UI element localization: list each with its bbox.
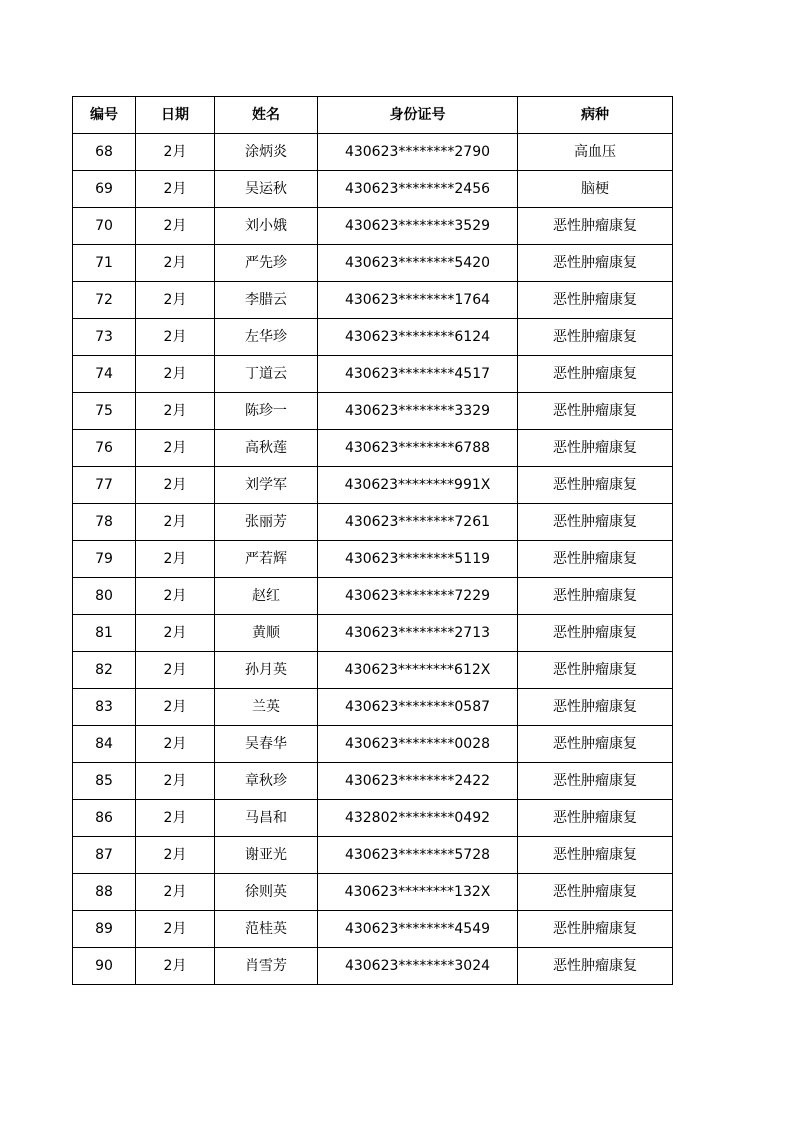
cell-name: 肖雪芳 bbox=[215, 948, 318, 985]
cell-id-number: 430623********2422 bbox=[318, 763, 518, 800]
table-row bbox=[73, 319, 673, 356]
cell-name: 孙月英 bbox=[215, 652, 318, 689]
table-row bbox=[73, 245, 673, 282]
table-row bbox=[73, 800, 673, 837]
table-row bbox=[73, 948, 673, 985]
table-row bbox=[73, 282, 673, 319]
cell-number: 69 bbox=[73, 171, 136, 208]
cell-number: 81 bbox=[73, 615, 136, 652]
cell-disease: 恶性肿瘤康复 bbox=[518, 689, 673, 726]
table-body bbox=[73, 134, 673, 985]
cell-id-number: 430623********5119 bbox=[318, 541, 518, 578]
cell-disease: 恶性肿瘤康复 bbox=[518, 578, 673, 615]
cell-name: 赵红 bbox=[215, 578, 318, 615]
header-id-number: 身份证号 bbox=[318, 97, 518, 134]
cell-disease: 恶性肿瘤康复 bbox=[518, 726, 673, 763]
cell-number: 89 bbox=[73, 911, 136, 948]
cell-name: 陈珍一 bbox=[215, 393, 318, 430]
cell-name: 黄顺 bbox=[215, 615, 318, 652]
cell-id-number: 430623********612X bbox=[318, 652, 518, 689]
cell-number: 83 bbox=[73, 689, 136, 726]
cell-date: 2月 bbox=[136, 208, 215, 245]
cell-number: 76 bbox=[73, 430, 136, 467]
cell-disease: 恶性肿瘤康复 bbox=[518, 541, 673, 578]
cell-number: 86 bbox=[73, 800, 136, 837]
table-row bbox=[73, 208, 673, 245]
cell-name: 张丽芳 bbox=[215, 504, 318, 541]
table-row bbox=[73, 171, 673, 208]
cell-disease: 恶性肿瘤康复 bbox=[518, 874, 673, 911]
cell-date: 2月 bbox=[136, 763, 215, 800]
table-row bbox=[73, 578, 673, 615]
cell-number: 82 bbox=[73, 652, 136, 689]
table-row bbox=[73, 393, 673, 430]
cell-disease: 恶性肿瘤康复 bbox=[518, 467, 673, 504]
cell-number: 77 bbox=[73, 467, 136, 504]
cell-number: 75 bbox=[73, 393, 136, 430]
cell-id-number: 430623********7229 bbox=[318, 578, 518, 615]
cell-name: 李腊云 bbox=[215, 282, 318, 319]
cell-number: 71 bbox=[73, 245, 136, 282]
cell-date: 2月 bbox=[136, 393, 215, 430]
cell-disease: 恶性肿瘤康复 bbox=[518, 652, 673, 689]
cell-date: 2月 bbox=[136, 541, 215, 578]
cell-id-number: 430623********991X bbox=[318, 467, 518, 504]
cell-disease: 恶性肿瘤康复 bbox=[518, 319, 673, 356]
cell-name: 吴春华 bbox=[215, 726, 318, 763]
cell-id-number: 430623********0028 bbox=[318, 726, 518, 763]
cell-name: 左华珍 bbox=[215, 319, 318, 356]
header-date: 日期 bbox=[136, 97, 215, 134]
table-row bbox=[73, 504, 673, 541]
cell-name: 高秋莲 bbox=[215, 430, 318, 467]
cell-id-number: 430623********5420 bbox=[318, 245, 518, 282]
cell-date: 2月 bbox=[136, 467, 215, 504]
cell-disease: 高血压 bbox=[518, 134, 673, 171]
cell-number: 68 bbox=[73, 134, 136, 171]
cell-name: 徐则英 bbox=[215, 874, 318, 911]
cell-number: 79 bbox=[73, 541, 136, 578]
cell-id-number: 430623********132X bbox=[318, 874, 518, 911]
table-row bbox=[73, 652, 673, 689]
cell-disease: 恶性肿瘤康复 bbox=[518, 911, 673, 948]
cell-date: 2月 bbox=[136, 282, 215, 319]
table-row bbox=[73, 911, 673, 948]
cell-date: 2月 bbox=[136, 245, 215, 282]
cell-name: 谢亚光 bbox=[215, 837, 318, 874]
cell-id-number: 430623********7261 bbox=[318, 504, 518, 541]
cell-name: 兰英 bbox=[215, 689, 318, 726]
table-row bbox=[73, 134, 673, 171]
cell-date: 2月 bbox=[136, 504, 215, 541]
cell-date: 2月 bbox=[136, 430, 215, 467]
cell-disease: 恶性肿瘤康复 bbox=[518, 504, 673, 541]
header-disease: 病种 bbox=[518, 97, 673, 134]
cell-date: 2月 bbox=[136, 171, 215, 208]
cell-name: 丁道云 bbox=[215, 356, 318, 393]
header-number: 编号 bbox=[73, 97, 136, 134]
table-row bbox=[73, 615, 673, 652]
cell-name: 刘小娥 bbox=[215, 208, 318, 245]
table-row bbox=[73, 356, 673, 393]
cell-name: 马昌和 bbox=[215, 800, 318, 837]
cell-name: 范桂英 bbox=[215, 911, 318, 948]
cell-disease: 恶性肿瘤康复 bbox=[518, 800, 673, 837]
cell-disease: 恶性肿瘤康复 bbox=[518, 393, 673, 430]
cell-disease: 恶性肿瘤康复 bbox=[518, 948, 673, 985]
cell-date: 2月 bbox=[136, 726, 215, 763]
cell-number: 74 bbox=[73, 356, 136, 393]
cell-disease: 恶性肿瘤康复 bbox=[518, 208, 673, 245]
cell-disease: 恶性肿瘤康复 bbox=[518, 615, 673, 652]
cell-id-number: 430623********2456 bbox=[318, 171, 518, 208]
cell-date: 2月 bbox=[136, 874, 215, 911]
cell-disease: 恶性肿瘤康复 bbox=[518, 356, 673, 393]
cell-date: 2月 bbox=[136, 615, 215, 652]
cell-id-number: 430623********3024 bbox=[318, 948, 518, 985]
cell-number: 80 bbox=[73, 578, 136, 615]
cell-date: 2月 bbox=[136, 948, 215, 985]
table-row bbox=[73, 541, 673, 578]
cell-date: 2月 bbox=[136, 911, 215, 948]
table-row bbox=[73, 763, 673, 800]
cell-number: 70 bbox=[73, 208, 136, 245]
cell-disease: 恶性肿瘤康复 bbox=[518, 763, 673, 800]
cell-number: 88 bbox=[73, 874, 136, 911]
cell-id-number: 430623********4549 bbox=[318, 911, 518, 948]
cell-id-number: 430623********2713 bbox=[318, 615, 518, 652]
cell-disease: 恶性肿瘤康复 bbox=[518, 837, 673, 874]
table-row bbox=[73, 726, 673, 763]
cell-name: 严若辉 bbox=[215, 541, 318, 578]
cell-id-number: 432802********0492 bbox=[318, 800, 518, 837]
cell-date: 2月 bbox=[136, 800, 215, 837]
cell-number: 73 bbox=[73, 319, 136, 356]
table-row bbox=[73, 467, 673, 504]
cell-id-number: 430623********5728 bbox=[318, 837, 518, 874]
cell-number: 87 bbox=[73, 837, 136, 874]
cell-name: 吴运秋 bbox=[215, 171, 318, 208]
cell-name: 严先珍 bbox=[215, 245, 318, 282]
cell-id-number: 430623********2790 bbox=[318, 134, 518, 171]
patient-table bbox=[72, 96, 673, 985]
cell-id-number: 430623********6788 bbox=[318, 430, 518, 467]
cell-id-number: 430623********3529 bbox=[318, 208, 518, 245]
cell-disease: 恶性肿瘤康复 bbox=[518, 245, 673, 282]
table-row bbox=[73, 430, 673, 467]
cell-name: 涂炳炎 bbox=[215, 134, 318, 171]
cell-name: 章秋珍 bbox=[215, 763, 318, 800]
cell-disease: 恶性肿瘤康复 bbox=[518, 282, 673, 319]
cell-disease: 恶性肿瘤康复 bbox=[518, 430, 673, 467]
table-header-row bbox=[73, 97, 673, 134]
cell-disease: 脑梗 bbox=[518, 171, 673, 208]
cell-id-number: 430623********0587 bbox=[318, 689, 518, 726]
cell-date: 2月 bbox=[136, 837, 215, 874]
cell-date: 2月 bbox=[136, 689, 215, 726]
cell-id-number: 430623********3329 bbox=[318, 393, 518, 430]
cell-number: 72 bbox=[73, 282, 136, 319]
cell-date: 2月 bbox=[136, 578, 215, 615]
cell-number: 90 bbox=[73, 948, 136, 985]
header-name: 姓名 bbox=[215, 97, 318, 134]
cell-date: 2月 bbox=[136, 356, 215, 393]
cell-id-number: 430623********6124 bbox=[318, 319, 518, 356]
table-row bbox=[73, 689, 673, 726]
cell-number: 84 bbox=[73, 726, 136, 763]
cell-date: 2月 bbox=[136, 134, 215, 171]
cell-name: 刘学军 bbox=[215, 467, 318, 504]
table-row bbox=[73, 837, 673, 874]
cell-number: 78 bbox=[73, 504, 136, 541]
table-row bbox=[73, 874, 673, 911]
cell-number: 85 bbox=[73, 763, 136, 800]
cell-id-number: 430623********4517 bbox=[318, 356, 518, 393]
cell-date: 2月 bbox=[136, 652, 215, 689]
cell-id-number: 430623********1764 bbox=[318, 282, 518, 319]
cell-date: 2月 bbox=[136, 319, 215, 356]
